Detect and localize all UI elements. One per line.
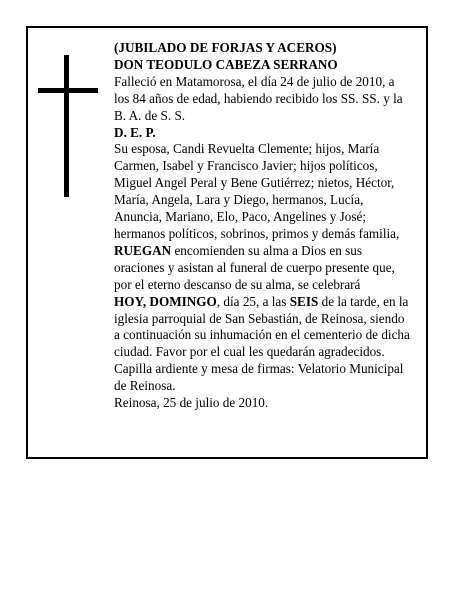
family-line: hermanos políticos, sobrinos, primos y demás familia, — [114, 225, 400, 241]
date-end-text: de la tarde, en la — [318, 293, 409, 309]
funeral-date-line — [114, 294, 424, 311]
notice-text — [114, 40, 424, 412]
family-line: Anuncia, Mariano, Elo, Paco, Angelines y José; — [114, 209, 366, 225]
ruegan-line — [114, 243, 424, 260]
date-mid-text: , día 25, a las — [216, 293, 290, 309]
family-line: Carmen, Isabel y Francisco Javier; hijos políticos, — [114, 158, 378, 174]
hoy-domingo-label: HOY, DOMINGO — [114, 293, 217, 309]
church-line: de Reinosa. — [114, 378, 176, 394]
obituary-notice — [26, 26, 428, 459]
ruegan-label: RUEGAN — [114, 242, 172, 258]
funeral-line: oraciones y asistan al funeral de cuerpo presente que, — [114, 259, 395, 275]
church-line: iglesia parroquial de San Sebastián, de Reinosa, siendo — [114, 310, 405, 326]
funeral-line: por el eterno descanso de su alma, se celebrará — [114, 276, 361, 292]
seis-label: SEIS — [289, 293, 319, 309]
church-line: ciudad. Favor por el cual les quedarán agradecidos. — [114, 344, 385, 360]
ruegan-text: encomienden su alma a Dios en sus — [171, 242, 362, 258]
place-date: Reinosa, 25 de julio de 2010. — [114, 395, 269, 411]
death-line: los 84 años de edad, habiendo recibido los SS. SS. y la — [114, 90, 403, 106]
church-line: Capilla ardiente y mesa de firmas: Velatorio Municipal — [114, 361, 404, 377]
cross-horizontal-bar — [38, 88, 98, 93]
notice-header: (JUBILADO DE FORJAS Y ACEROS) — [114, 40, 337, 55]
family-line: María, Angela, Lara y Diego, hermanos, Lucía, — [114, 192, 364, 208]
dep-label: D. E. P. — [114, 124, 156, 140]
family-line: Miguel Angel Peral y Bene Gutiérrez; nietos, Héctor, — [114, 175, 395, 191]
death-line: B. A. de S. S. — [114, 107, 186, 123]
cross-icon — [38, 55, 98, 197]
death-line: Falleció en Matamorosa, el día 24 de julio de 2010, a — [114, 73, 395, 89]
church-line: a continuación su inhumación en el cementerio de dicha — [114, 327, 410, 343]
family-line: Su esposa, Candi Revuelta Clemente; hijos, María — [114, 141, 380, 157]
cross-vertical-bar — [64, 55, 69, 197]
deceased-name: DON TEODULO CABEZA SERRANO — [114, 56, 338, 72]
